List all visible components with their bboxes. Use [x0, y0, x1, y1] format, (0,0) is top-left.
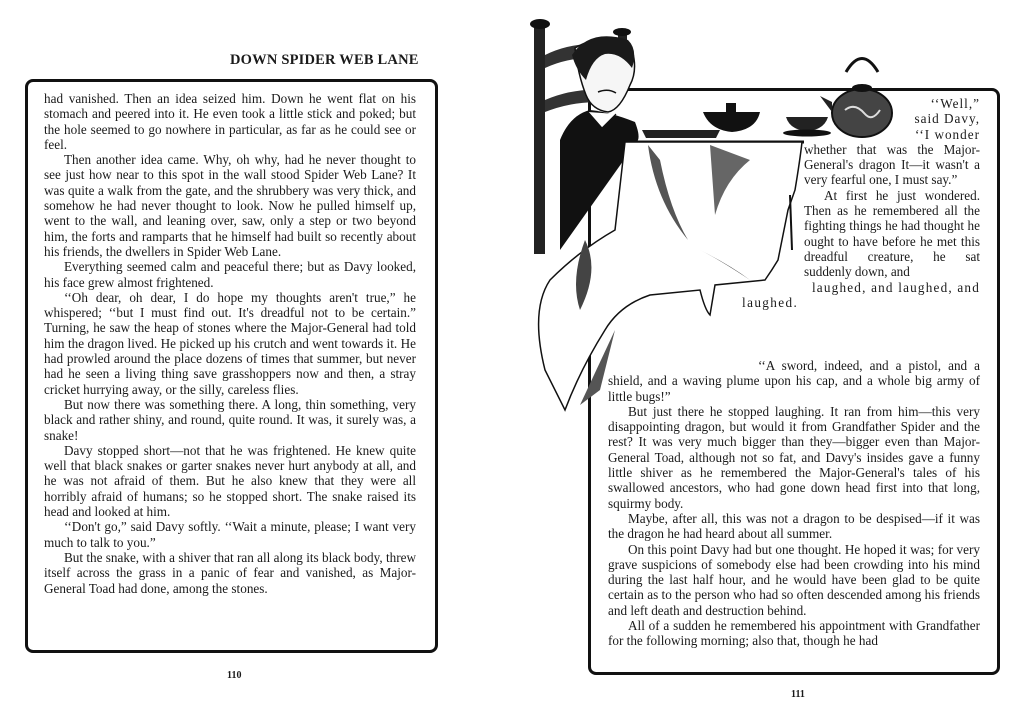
- page-number-right: 111: [791, 689, 805, 700]
- aside-line: ‘‘I wonder: [914, 126, 980, 142]
- paragraph: ‘‘A sword, indeed, and a pistol, and a shield, and a waving plume upon his cap, and a whole big army of little bugs!”: [608, 358, 980, 404]
- paragraph: All of a sudden he remembered his appointment with Grandfather for the following morning; also that, though he had: [608, 618, 980, 649]
- paragraph: Davy stopped short—not that he was frightened. He knew quite well that black snakes or garter snakes never hurt anybody at all, and he was not afraid of them. But he also knew that they were all horribly afraid of humans; so he stopped short. The snake raised its head and looked at him.: [44, 442, 416, 520]
- aside-paragraph: At first he just wondered. Then as he remembered all the fighting things he had thought he ought to have before he met this dreadful creature, he sat suddenly down, and: [804, 187, 980, 280]
- paragraph: Maybe, after all, this was not a dragon to be despised—if it was the dragon he had heard about all summer.: [608, 510, 980, 542]
- paragraph: But just there he stopped laughing. It ran from him—this very disappointing dragon, but would it from Grandfather Spider and the rest? It was very much bigger than they—bigger even than Major-General Toad, although not so fat, and Davy's insides gave a funny little shiver as he remembered the Major-General's tales of his swallowed ancestors, who had gone down head first into that long, squirmy body.: [608, 403, 980, 511]
- paragraph: had vanished. Then an idea seized him. Down he went flat on his stomach and peered into it. He even took a little stick and poked; but the hole seemed to go nowhere in particular, as far as he could see or feel.: [44, 91, 416, 152]
- aside-text: [742, 96, 980, 310]
- paragraph: But now there was something there. A long, thin something, very black and rather shiny, and round, quite round. It was, it surely was, a snake!: [44, 396, 416, 443]
- aside-line: said Davy,: [914, 111, 980, 127]
- right-page-text: [608, 358, 980, 649]
- paragraph: ‘‘Don't go,” said Davy softly. ‘‘Wait a minute, please; I want very much to talk to you.”: [44, 519, 416, 550]
- left-page-text: [44, 91, 416, 596]
- running-head: DOWN SPIDER WEB LANE: [230, 52, 419, 68]
- paragraph: Everything seemed calm and peaceful there; but as Davy looked, his face grew almost frightened.: [44, 259, 416, 290]
- aside-paragraph: whether that was the Major-General's dragon It—it wasn't a very fearful one, I must say.”: [804, 141, 980, 188]
- paragraph: ‘‘Oh dear, oh dear, I do hope my thoughts aren't true,” he whispered; ‘‘but I must find out. It's dreadful not to be certain.” Turning, he saw the heap of stones where the Major-General had told him the dragon lived. He picked up his crutch and went towards it. He had prowled around the place dozens of times that summer, but never had he seen a living thing save grasshoppers now and then, a stray cricket hurrying away, or the silly, careless flies.: [44, 289, 416, 397]
- aside-line-laughed-final: laughed.: [742, 294, 799, 310]
- aside-line-laughed: laughed, and laughed, and: [811, 279, 980, 295]
- paragraph: But the snake, with a shiver that ran all along its black body, threw itself across the grass in a panic of fear and vanished, as Major-General Toad had done, among the stones.: [44, 549, 416, 596]
- aside-line: ‘‘Well,”: [930, 96, 980, 111]
- paragraph: Then another idea came. Why, oh why, had he never thought to see just how near to this spot in the wall stood Spider Web Lane? It was quite a walk from the gate, and the shrubbery was very thick, and somehow he had never thought to look. Now he pulled himself up, went to the wall, and leaning over, saw, only a step or two beyond him, the forts and ramparts that he himself had built so recently about his friends, the dwellers in Spider Web Lane.: [44, 152, 416, 259]
- tableware: [642, 103, 831, 138]
- paragraph: On this point Davy had but one thought. He hoped it was; for very grave suspicions of somebody else had been crowding into his mind during the last half hour, and he would have been glad to be quite certain as to the person who had so often descended among his friends and left death and destruction behind.: [608, 541, 980, 618]
- page-number-left: 110: [227, 670, 242, 681]
